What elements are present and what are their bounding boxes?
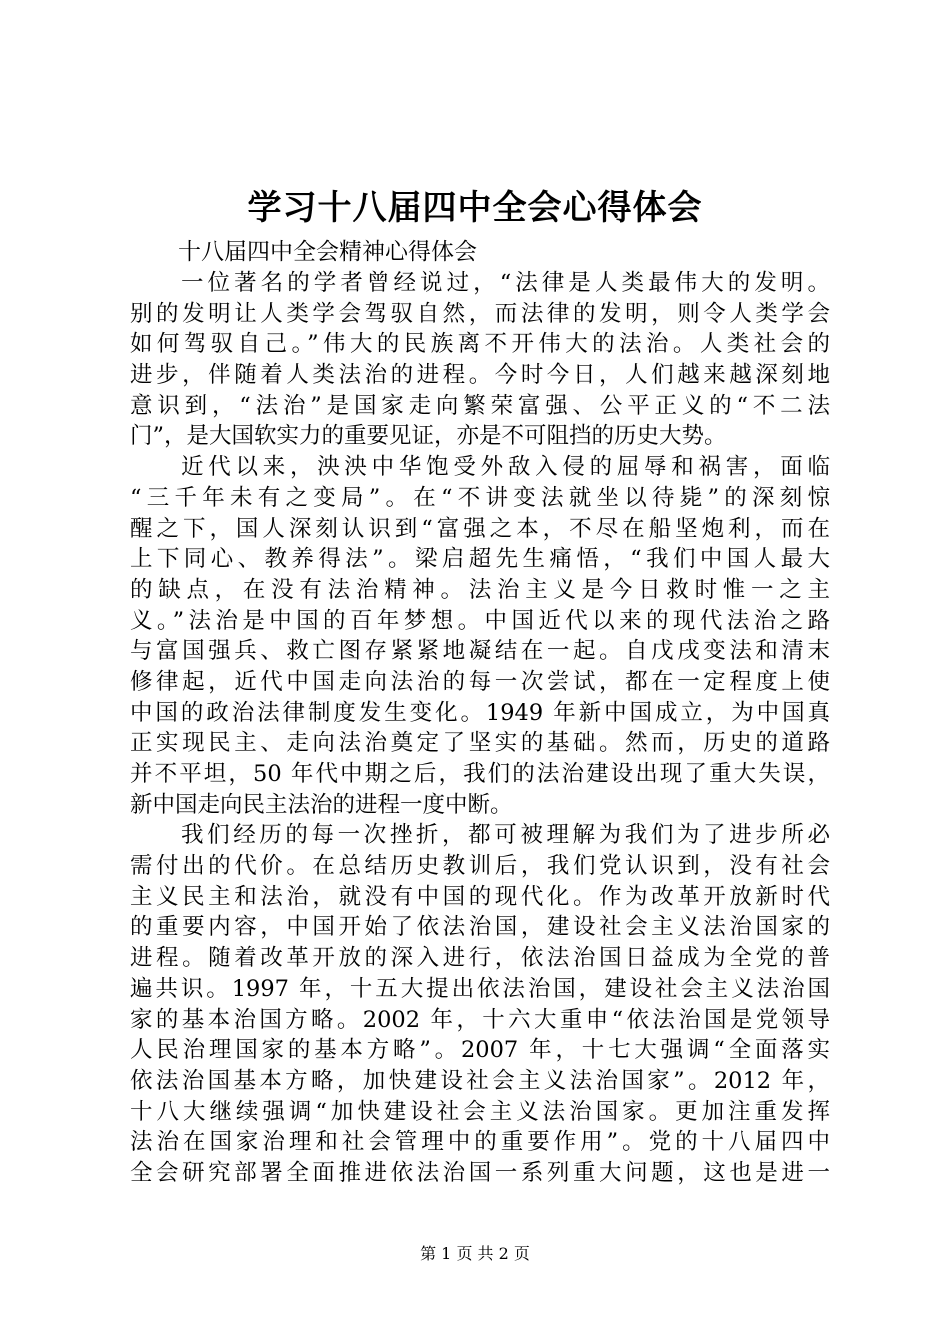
paragraph-line: 新中国走向民主法治的进程一度中断。 [130,791,513,818]
paragraph-line: 的重要内容，中国开始了依法治国，建设社会主义法治国家的 [130,914,830,941]
paragraph-line: 如何驾驭自己。”伟大的民族离不开伟大的法治。人类社会的 [130,331,830,358]
paragraph-line: 一位著名的学者曾经说过，“法律是人类最伟大的发明。 [181,270,830,296]
paragraph-line: 门”，是大国软实力的重要见证，亦是不可阻挡的历史大势。 [130,423,727,450]
document-title: 学习十八届四中全会心得体会 [247,188,703,228]
paragraph-line: 醒之下，国人深刻认识到“富强之本，不尽在船坚炮利，而在 [130,515,830,542]
document-subtitle: 十八届四中全会精神心得体会 [178,239,477,265]
paragraph-line: “三千年未有之变局”。在“不讲变法就坐以待毙”的深刻惊 [130,484,830,511]
paragraph-line: 我们经历的每一次挫折，都可被理解为我们为了进步所必 [181,822,830,849]
paragraph-line: 依法治国基本方略，加快建设社会主义法治国家”。2012 年， [130,1067,830,1094]
paragraph-line: 人民治理国家的基本方略”。2007 年，十七大强调“全面落实 [130,1037,830,1064]
paragraph-line: 的缺点，在没有法治精神。法治主义是今日救时惟一之主 [130,576,830,603]
paragraph-line: 进程。随着改革开放的深入进行，依法治国日益成为全党的普 [130,945,830,972]
paragraph-line: 意识到，“法治”是国家走向繁荣富强、公平正义的“不二法 [130,392,830,419]
paragraph-line: 全会研究部署全面推进依法治国一系列重大问题，这也是进一 [130,1159,830,1186]
paragraph-line: 上下同心、教养得法”。梁启超先生痛悟，“我们中国人最大 [130,546,830,573]
page-number-footer: 第 1 页 共 2 页 [420,1244,530,1263]
paragraph-line: 遍共识。1997 年，十五大提出依法治国，建设社会主义法治国 [130,975,830,1002]
paragraph-line: 并不平坦，50 年代中期之后，我们的法治建设出现了重大失误， [130,761,830,787]
paragraph-line: 进步，伴随着人类法治的进程。今时今日，人们越来越深刻地 [130,362,830,389]
paragraph-line: 中国的政治法律制度发生变化。1949 年新中国成立，为中国真 [130,699,830,726]
paragraph-line: 别的发明让人类学会驾驭自然，而法律的发明，则令人类学会 [130,300,830,327]
paragraph-line: 义。”法治是中国的百年梦想。中国近代以来的现代法治之路 [130,607,830,634]
paragraph-line: 法治在国家治理和社会管理中的重要作用”。党的十八届四中 [130,1129,830,1156]
paragraph-line: 与富国强兵、救亡图存紧紧地凝结在一起。自戊戌变法和清末 [130,638,830,665]
paragraph-line: 需付出的代价。在总结历史教训后，我们党认识到，没有社会 [130,853,830,880]
paragraph-line: 近代以来，泱泱中华饱受外敌入侵的屈辱和祸害，面临 [181,454,830,481]
paragraph-line: 修律起，近代中国走向法治的每一次尝试，都在一定程度上使 [130,668,830,695]
document-body [130,268,830,1189]
paragraph-line: 家的基本治国方略。2002 年，十六大重申“依法治国是党领导 [130,1006,830,1033]
paragraph-line: 主义民主和法治，就没有中国的现代化。作为改革开放新时代 [130,883,830,910]
paragraph-line: 十八大继续强调“加快建设社会主义法治国家。更加注重发挥 [130,1098,830,1125]
paragraph-line: 正实现民主、走向法治奠定了坚实的基础。然而，历史的道路 [130,730,830,757]
